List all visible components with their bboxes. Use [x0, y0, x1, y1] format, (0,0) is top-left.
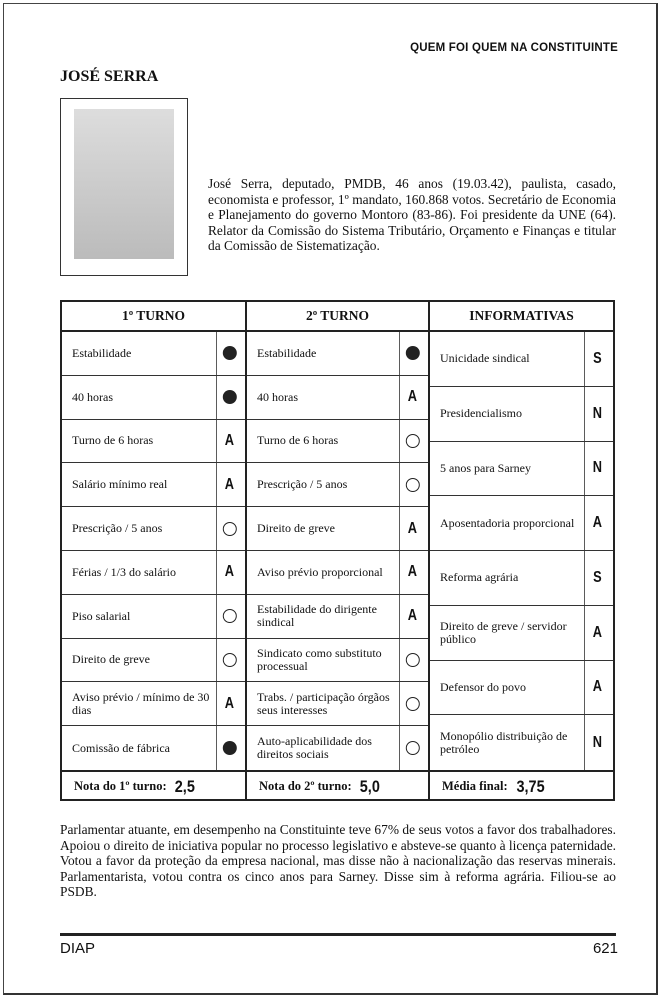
column-informativas: [430, 302, 613, 799]
vote-topic: Salário mínimo real: [72, 477, 168, 492]
vote-topic: Unicidade sindical: [440, 351, 530, 366]
vote-mark: A: [399, 507, 425, 550]
vote-row: [62, 726, 245, 770]
vote-empty-circle-icon: [399, 682, 425, 725]
empty-circle-icon: [222, 522, 236, 536]
vote-topic: Aviso prévio / mínimo de 30 dias: [72, 689, 210, 717]
page-number: 621: [592, 940, 618, 957]
vote-empty-circle-icon: [399, 420, 425, 463]
vote-topic: Reforma agrária: [440, 570, 519, 585]
vote-row: [247, 639, 428, 683]
score-cell: [430, 770, 613, 801]
vote-mark: N: [584, 715, 610, 770]
vote-filled-circle-icon: [399, 332, 425, 375]
vote-mark: A: [584, 661, 610, 715]
filled-circle-icon: [405, 346, 419, 360]
vote-topic: Estabilidade: [257, 345, 317, 360]
column-header: 1º TURNO: [62, 302, 245, 332]
empty-circle-icon: [405, 434, 419, 448]
footer-label: DIAP: [60, 940, 96, 957]
vote-topic: 40 horas: [72, 389, 113, 404]
vote-row: [247, 507, 428, 551]
portrait-photo: [60, 98, 188, 276]
vote-topic: Férias / 1/3 do salário: [72, 564, 176, 579]
deputy-name: JOSÉ SERRA: [60, 68, 159, 85]
score-label: Nota do 2º turno:: [259, 779, 352, 793]
vote-topic: 5 anos para Sarney: [440, 460, 531, 475]
vote-topic: Piso salarial: [72, 608, 131, 623]
vote-topic: Presidencialismo: [440, 406, 522, 421]
vote-mark: A: [584, 606, 610, 660]
vote-row: [247, 595, 428, 639]
bio-text: José Serra, deputado, PMDB, 46 anos (19.03.42), paulista, casado, economista e professor, 1º mandato, 160.868 votos. Secretário de Economia e Planejamento do governo Montoro (83-86). Foi presidente da UNE (64). Relator da Comissão do Sistema Tributário, Orçamento e Finanças e titular da Comissão de Sistematização.: [208, 176, 616, 254]
vote-mark: N: [584, 442, 610, 496]
vote-row: [247, 420, 428, 464]
vote-row: [430, 496, 613, 551]
vote-filled-circle-icon: [216, 332, 242, 375]
vote-row: [62, 507, 245, 551]
empty-circle-icon: [222, 609, 236, 623]
vote-empty-circle-icon: [399, 726, 425, 770]
score-cell: [62, 770, 245, 801]
vote-topic: Monopólio distribuição de petróleo: [440, 728, 568, 756]
score-value: 2,5: [174, 776, 195, 796]
vote-row: [62, 551, 245, 595]
vote-mark: A: [216, 682, 242, 725]
vote-row: [430, 715, 613, 770]
score-cell: [247, 770, 428, 801]
vote-row: [62, 420, 245, 464]
vote-row: [247, 463, 428, 507]
filled-circle-icon: [222, 741, 236, 755]
vote-topic: Sindicato como substituto processual: [257, 645, 382, 673]
running-head: QUEM FOI QUEM NA CONSTITUINTE: [410, 42, 618, 54]
vote-mark: S: [584, 332, 610, 386]
vote-row: [62, 595, 245, 639]
empty-circle-icon: [405, 741, 419, 755]
empty-circle-icon: [405, 653, 419, 667]
vote-row: [430, 661, 613, 716]
vote-row: [62, 376, 245, 420]
vote-row: [430, 332, 613, 387]
vote-row: [62, 639, 245, 683]
column-header: 2º TURNO: [247, 302, 428, 332]
vote-filled-circle-icon: [216, 726, 242, 770]
vote-row: [430, 442, 613, 497]
vote-topic: Direito de greve / servidor público: [440, 618, 567, 646]
vote-row: [247, 682, 428, 726]
score-label: Média final:: [442, 779, 508, 793]
vote-topic: Prescrição / 5 anos: [257, 477, 348, 492]
portrait-image: [74, 109, 174, 259]
vote-topic: Prescrição / 5 anos: [72, 521, 163, 536]
vote-topic: Aposentadoria proporcional: [440, 515, 575, 530]
vote-topic: Estabilidade: [72, 345, 132, 360]
vote-empty-circle-icon: [399, 639, 425, 682]
vote-row: [430, 387, 613, 442]
vote-mark: A: [584, 496, 610, 550]
vote-mark: S: [584, 551, 610, 605]
column-header: INFORMATIVAS: [430, 302, 613, 332]
vote-row: [62, 463, 245, 507]
vote-row: [430, 551, 613, 606]
vote-topic: Direito de greve: [257, 521, 335, 536]
score-label: Nota do 1º turno:: [74, 779, 167, 793]
score-value: 3,75: [516, 776, 545, 796]
vote-topic: Comissão de fábrica: [72, 740, 170, 755]
vote-topic: Trabs. / participação órgãos seus interesses: [257, 689, 390, 717]
vote-row: [247, 376, 428, 420]
filled-circle-icon: [222, 346, 236, 360]
voting-table: [60, 300, 615, 801]
vote-mark: A: [399, 376, 425, 419]
vote-topic: Auto-aplicabilidade dos direitos sociais: [257, 734, 372, 762]
vote-row: [247, 726, 428, 770]
vote-empty-circle-icon: [216, 507, 242, 550]
empty-circle-icon: [405, 697, 419, 711]
vote-empty-circle-icon: [216, 639, 242, 682]
vote-row: [430, 606, 613, 661]
vote-row: [247, 332, 428, 376]
vote-topic: Defensor do povo: [440, 679, 526, 694]
vote-row: [62, 682, 245, 726]
vote-topic: Aviso prévio proporcional: [257, 564, 383, 579]
vote-topic: Turno de 6 horas: [257, 433, 339, 448]
vote-topic: Direito de greve: [72, 652, 150, 667]
column-turno2: [247, 302, 430, 799]
vote-topic: 40 horas: [257, 389, 298, 404]
filled-circle-icon: [222, 390, 236, 404]
vote-topic: Estabilidade do dirigente sindical: [257, 602, 377, 630]
score-value: 5,0: [359, 776, 380, 796]
vote-mark: A: [216, 551, 242, 594]
vote-mark: N: [584, 387, 610, 441]
vote-topic: Turno de 6 horas: [72, 433, 154, 448]
vote-row: [62, 332, 245, 376]
vote-empty-circle-icon: [399, 463, 425, 506]
vote-mark: A: [216, 420, 242, 463]
summary-text: Parlamentar atuante, em desempenho na Constituinte teve 67% de seus votos a favor dos trabalhadores. Apoiou o direito de iniciativa popular no processo legislativo e absteve-se quanto à licença paternidade. Votou a favor da proteção da empresa nacional, mas disse não à nacionalização das reservas minerais. Parlamentarista, votou contra os cinco anos para Sarney. Disse sim à reforma agrária. Filiou-se ao PSDB.: [60, 822, 616, 900]
empty-circle-icon: [222, 653, 236, 667]
empty-circle-icon: [405, 478, 419, 492]
vote-row: [247, 551, 428, 595]
vote-mark: A: [216, 463, 242, 506]
vote-empty-circle-icon: [216, 595, 242, 638]
footer-rule: [60, 933, 616, 936]
vote-mark: A: [399, 551, 425, 594]
column-turno1: [62, 302, 247, 799]
vote-filled-circle-icon: [216, 376, 242, 419]
vote-mark: A: [399, 595, 425, 638]
